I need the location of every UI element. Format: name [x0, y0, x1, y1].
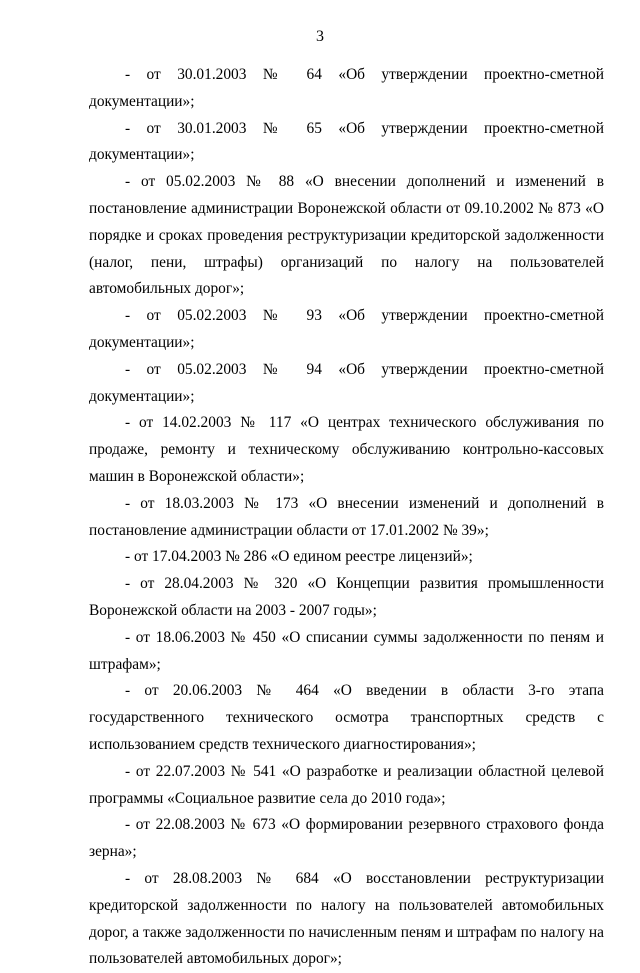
list-item: - от 28.04.2003 № 320 «О Концепции развития промышленности Воронежской области на 2003 - 2007 годы»;: [89, 575, 604, 619]
resolution-list: [89, 62, 604, 973]
list-item: - от 28.08.2003 № 684 «О восстановлении реструктуризации кредиторской задолженности по налогу на пользователей автомобильных дорог, а также задолженности по начисленным пеням и штрафам по налогу на пользователей автомобильных дорог»;: [89, 869, 604, 968]
list-item: - от 22.07.2003 № 541 «О разработке и реализации областной целевой программы «Социальное развитие села до 2010 года»;: [89, 762, 604, 807]
list-item: - от 05.02.2003 № 88 «О внесении дополнений и изменений в постановление администрации Воронежской области от 09.10.2002 № 873 «О порядке и сроках проведения реструктуризации кредиторской задолженности (налог, пени, штрафы) организаций по налогу на пользователей автомобильных дорог»;: [89, 173, 604, 298]
list-item: - от 14.02.2003 № 117 «О центрах технического обслуживания по продаже, ремонту и техническому обслуживанию контрольно-кассовых машин в Воронежской области»;: [89, 414, 604, 485]
page-number: 3: [316, 28, 324, 45]
list-item: - от 18.06.2003 № 450 «О списании суммы задолженности по пеням и штрафам»;: [89, 628, 604, 673]
list-item: - от 17.04.2003 № 286 «О едином реестре лицензий»;: [125, 548, 473, 566]
list-item: - от 20.06.2003 № 464 «О введении в области 3-го этапа государственного технического осмотра транспортных средств с использованием средств технического диагностирования»;: [89, 682, 604, 753]
list-item: - от 22.08.2003 № 673 «О формировании резервного страхового фонда зерна»;: [89, 816, 604, 861]
list-item: - от 05.02.2003 № 93 «Об утверждении проектно-сметной документации»;: [89, 307, 604, 351]
list-item: - от 05.02.2003 № 94 «Об утверждении проектно-сметной документации»;: [89, 360, 604, 405]
list-item: - от 30.01.2003 № 65 «Об утверждении проектно-сметной документации»;: [89, 119, 604, 164]
list-item: - от 30.01.2003 № 64 «Об утверждении проектно-сметной документации»;: [89, 66, 604, 110]
list-item: - от 18.03.2003 № 173 «О внесении изменений и дополнений в постановление администрации области от 17.01.2002 № 39»;: [89, 494, 604, 539]
